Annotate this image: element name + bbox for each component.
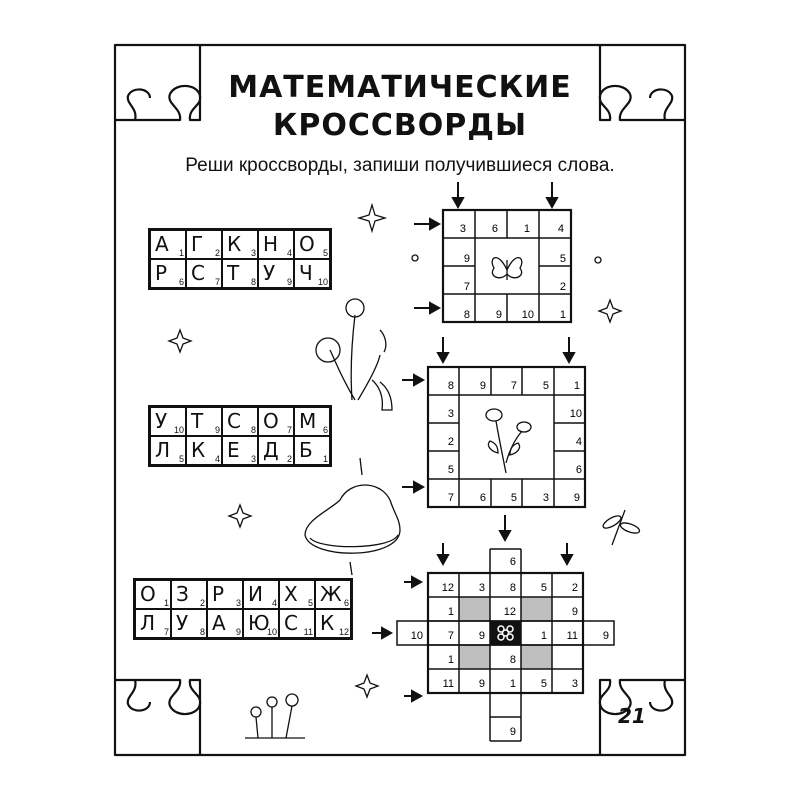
cell-number: 9: [286, 277, 292, 287]
cell-number: 1: [322, 454, 328, 464]
grid-number: 8: [447, 380, 454, 392]
grid-number: 5: [540, 582, 547, 594]
cell-number: 3: [250, 454, 256, 464]
sparkle-icon: [169, 330, 191, 352]
cell-number: 10: [317, 277, 328, 287]
grid-number: 3: [478, 582, 485, 594]
cell-number: 6: [178, 277, 184, 287]
grid-number: 12: [441, 582, 454, 594]
grid-number: 9: [478, 630, 485, 642]
grid-number: 10: [569, 408, 582, 420]
cell-number: 8: [250, 277, 256, 287]
cell-letter: С: [284, 611, 298, 635]
cell-letter: Т: [191, 409, 204, 433]
cell-number: 1: [178, 248, 184, 258]
cell-number: 8: [199, 627, 205, 637]
grid-number: 12: [503, 606, 516, 618]
cell-number: 3: [235, 598, 241, 608]
grid-number: 9: [479, 380, 486, 392]
grid-number: 8: [463, 309, 470, 321]
cell-letter: У: [176, 611, 189, 635]
grid-number: 3: [459, 223, 466, 235]
cell-letter: К: [191, 438, 206, 462]
cell-letter: О: [263, 409, 279, 433]
cell-number: 9: [214, 425, 220, 435]
cell-number: 11: [303, 627, 313, 637]
grid-number: 1: [540, 630, 547, 642]
dot-icon: [412, 255, 601, 263]
cell-letter: Д: [263, 438, 279, 462]
cell-letter: М: [299, 409, 317, 433]
grid-number: 5: [542, 380, 549, 392]
page-title-line1: МАТЕМАТИЧЕСКИЕ: [228, 70, 572, 105]
grid-number: 7: [463, 281, 470, 293]
grid-number: 6: [575, 464, 582, 476]
grid-number: 5: [510, 492, 517, 504]
cell-number: 9: [235, 627, 241, 637]
grid-number: 6: [479, 492, 486, 504]
small-flowers-icon: [245, 694, 305, 738]
cell-number: 7: [214, 277, 220, 287]
cell-letter: К: [320, 611, 335, 635]
cell-number: 2: [286, 454, 292, 464]
grid-number: 6: [491, 223, 498, 235]
cell-letter: Х: [284, 582, 298, 606]
sparkle-icon: [599, 300, 621, 322]
cell-number: 4: [271, 598, 277, 608]
cell-letter: А: [155, 232, 169, 256]
grid-number: 3: [447, 408, 454, 420]
cell-letter: Л: [140, 611, 156, 635]
cell-letter: Г: [191, 232, 204, 256]
cell-letter: И: [248, 582, 263, 606]
sparkle-icon: [229, 505, 251, 527]
cell-number: 5: [178, 454, 184, 464]
grid-number: 9: [571, 606, 578, 618]
cell-number: 4: [286, 248, 292, 258]
instruction-text: Реши кроссворды, запиши получившиеся слова.: [185, 155, 615, 176]
grid-number: 11: [566, 630, 578, 642]
grid-number: 7: [447, 630, 454, 642]
grid-number: 9: [463, 253, 470, 265]
grid-number: 3: [542, 492, 549, 504]
cell-number: 12: [338, 627, 349, 637]
cell-number: 2: [214, 248, 220, 258]
cell-letter: Т: [227, 261, 240, 285]
grid-number: 8: [509, 654, 516, 666]
cell-letter: А: [212, 611, 226, 635]
grid-number: 7: [510, 380, 517, 392]
flowers-icon: [316, 299, 392, 410]
cell-letter: Р: [212, 582, 225, 606]
grid-number: 2: [571, 582, 578, 594]
grid-number: 7: [447, 492, 454, 504]
grid-number: 9: [573, 492, 580, 504]
grid-number: 4: [575, 436, 582, 448]
cell-letter: О: [299, 232, 315, 256]
cell-letter: С: [191, 261, 205, 285]
cell-number: 10: [266, 627, 277, 637]
grid-number: 2: [559, 281, 566, 293]
grid-number: 1: [447, 606, 454, 618]
cell-number: 7: [163, 627, 169, 637]
cell-number: 3: [250, 248, 256, 258]
page-number: 21: [618, 704, 646, 728]
cell-number: 6: [343, 598, 349, 608]
grid-number: 2: [447, 436, 454, 448]
cell-letter: Ч: [299, 261, 313, 285]
grid-number: 1: [523, 223, 530, 235]
cell-number: 6: [322, 425, 328, 435]
cell-number: 7: [286, 425, 292, 435]
cell-number: 10: [173, 425, 184, 435]
cell-number: 5: [322, 248, 328, 258]
grid-number: 11: [442, 678, 454, 690]
spinning-top-icon: [305, 458, 400, 575]
cell-number: 5: [307, 598, 313, 608]
grid-number: 5: [447, 464, 454, 476]
cell-letter: У: [155, 409, 168, 433]
grid-number: 3: [571, 678, 578, 690]
grid-number: 5: [540, 678, 547, 690]
cell-letter: Ж: [320, 582, 342, 606]
grid-number: 9: [478, 678, 485, 690]
grid-number: 1: [447, 654, 454, 666]
sparkle-icon: [356, 675, 378, 697]
grid-number: 8: [509, 582, 516, 594]
grid-number: 9: [495, 309, 502, 321]
cell-number: 8: [250, 425, 256, 435]
cell-letter: Л: [155, 438, 171, 462]
cell-number: 2: [199, 598, 205, 608]
grid-number: 5: [559, 253, 566, 265]
grid-number: 6: [509, 556, 516, 568]
page-title-line2: КРОССВОРДЫ: [272, 108, 528, 143]
grid-number: 1: [573, 380, 580, 392]
cell-letter: Б: [299, 438, 313, 462]
cell-letter: С: [227, 409, 241, 433]
cell-letter: З: [176, 582, 189, 606]
cell-letter: Н: [263, 232, 279, 256]
cell-letter: Р: [155, 261, 168, 285]
grid-number: 9: [602, 630, 609, 642]
sparkle-icon: [359, 205, 385, 231]
cell-letter: У: [263, 261, 276, 285]
grid-number: 4: [557, 223, 564, 235]
cell-number: 4: [214, 454, 220, 464]
cell-letter: О: [140, 582, 156, 606]
cell-letter: Е: [227, 438, 240, 462]
cell-letter: Ю: [248, 611, 270, 635]
cell-number: 1: [163, 598, 169, 608]
dragonfly-icon: [601, 510, 640, 545]
grid-number: 1: [509, 678, 516, 690]
grid-number: 9: [509, 726, 516, 738]
cell-letter: К: [227, 232, 242, 256]
grid-number: 10: [410, 630, 423, 642]
grid-number: 1: [559, 309, 566, 321]
grid-number: 10: [521, 309, 534, 321]
